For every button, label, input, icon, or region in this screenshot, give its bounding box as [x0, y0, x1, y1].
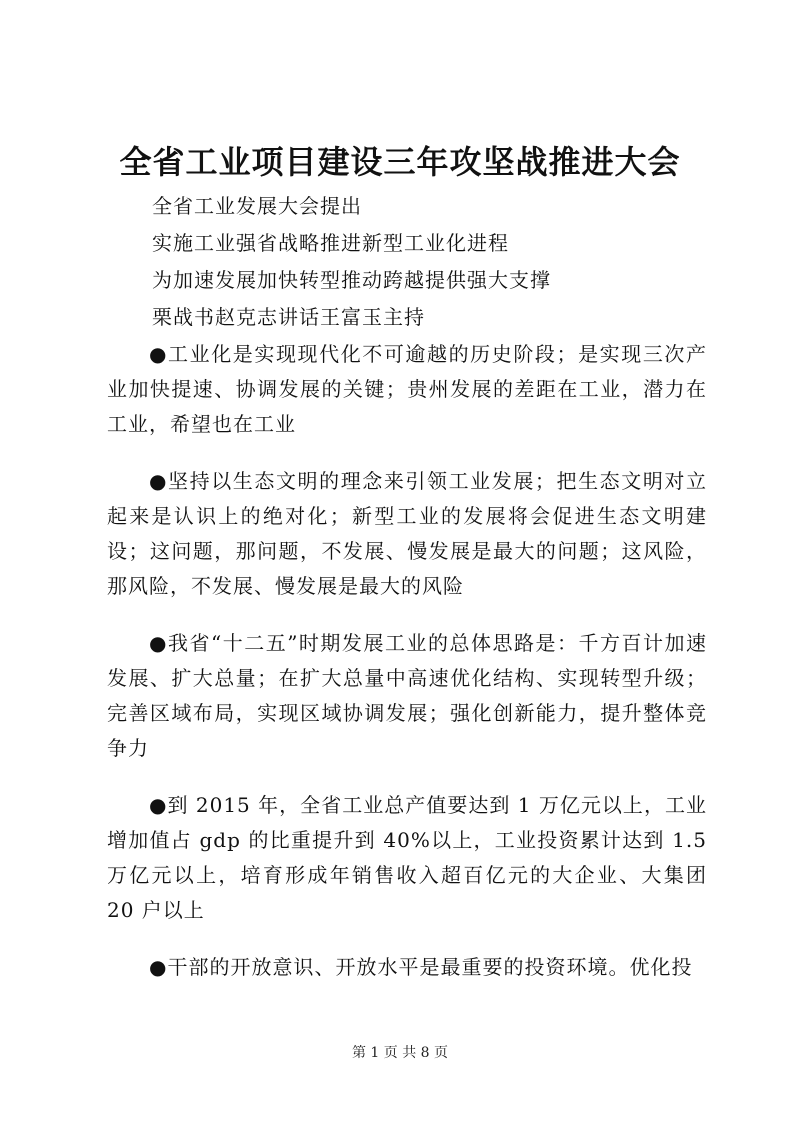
document-title: 全省工业项目建设三年攻坚战推进大会 — [119, 143, 681, 181]
body-paragraph: ●我省“十二五”时期发展工业的总体思路是：千方百计加速发展、扩大总量；在扩大总量中高速优化结构、实现转型升级；完善区域布局，实现区域协调发展；强化创新能力，提升整体竞争力 — [107, 631, 707, 760]
page-footer: 第 1 页 共 8 页 — [351, 1045, 449, 1061]
subtitle-line: 为加速发展加快转型推动跨越提供强大支撑 — [152, 268, 551, 292]
body-paragraph: ●到 2015 年，全省工业总产值要达到 1 万亿元以上，工业增加值占 gdp 的比重提升到 40%以上，工业投资累计达到 1.5 万亿元以上，培育形成年销售收入超百亿元的大企业、大集团 20 户以上 — [107, 793, 707, 922]
document-body — [107, 337, 707, 1007]
subtitle-line: 全省工业发展大会提出 — [152, 194, 362, 218]
body-paragraph: ●干部的开放意识、开放水平是最重要的投资环境。优化投 — [149, 955, 693, 979]
body-paragraph: ●工业化是实现现代化不可逾越的历史阶段；是实现三次产业加快提速、协调发展的关键；贵州发展的差距在工业，潜力在工业，希望也在工业 — [107, 342, 707, 436]
subtitle-line: 实施工业强省战略推进新型工业化进程 — [152, 231, 509, 255]
body-paragraph: ●坚持以生态文明的理念来引领工业发展；把生态文明对立起来是认识上的绝对化；新型工业的发展将会促进生态文明建设；这问题，那问题，不发展、慢发展是最大的问题；这风险，那风险，不发展、慢发展是最大的风险 — [107, 469, 707, 598]
subtitle-line: 栗战书赵克志讲话王富玉主持 — [152, 305, 425, 329]
subtitle-block — [152, 188, 752, 336]
